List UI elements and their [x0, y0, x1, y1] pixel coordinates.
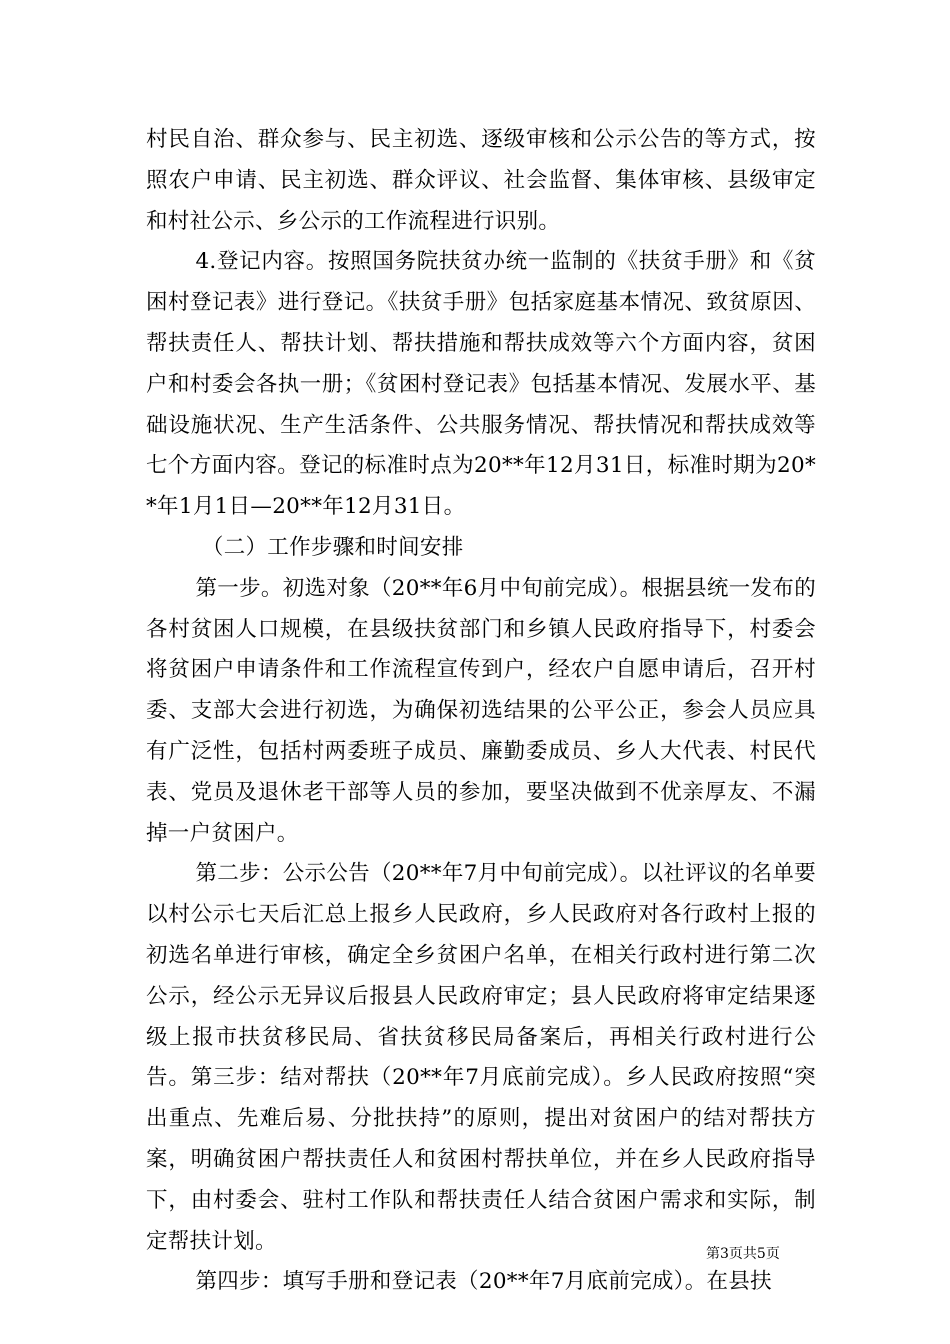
paragraph-identification-process: 村民自治、群众参与、民主初选、逐级审核和公示公告的等方式，按照农户申请、民主初选、群众评议、社会监督、集体审核、县级审定和村社公示、乡公示的工作流程进行识别。 [146, 127, 816, 234]
paragraph-step-four: 第四步：填写手册和登记表（20**年7月底前完成）。在县扶 [195, 1269, 772, 1295]
paragraph-registration-content: 4.登记内容。按照国务院扶贫办统一监制的《扶贫手册》和《贫困村登记表》进行登记。《扶贫手册》包括家庭基本情况、致贫原因、帮扶责任人、帮扶计划、帮扶措施和帮扶成效等六个方面内容，贫困户和村委会各执一册；《贫困村登记表》包括基本情况、发展水平、基础设施状况、生产生活条件、公共服务情况、帮扶情况和帮扶成效等七个方面内容。登记的标准时点为20**年12月31日，标准时期为20**年1月1日—20**年12月31日。 [146, 249, 816, 520]
paragraph-step-two-three: 第二步：公示公告（20**年7月中旬前完成）。以社评议的名单要以村公示七天后汇总上报乡人民政府，乡人民政府对各行政村上报的初选名单进行审核，确定全乡贫困户名单，在相关行政村进行第二次公示，经公示无异议后报县人民政府审定；县人民政府将审定结果逐级上报市扶贫移民局、省扶贫移民局备案后，再相关行政村进行公告。第三步：结对帮扶（20**年7月底前完成）。乡人民政府按照“突出重点、先难后易、分批扶持”的原则，提出对贫困户的结对帮扶方案，明确贫困户帮扶责任人和贫困村帮扶单位，并在乡人民政府指导下，由村委会、驻村工作队和帮扶责任人结合贫困户需求和实际，制定帮扶计划。 [146, 861, 816, 1254]
page-number: 第3页共5页 [706, 1246, 780, 1262]
document-body [146, 120, 816, 1303]
section-heading-work-steps: （二）工作步骤和时间安排 [201, 534, 464, 560]
paragraph-step-one: 第一步。初选对象（20**年6月中旬前完成）。根据县统一发布的各村贫困人口规模，在县级扶贫部门和乡镇人民政府指导下，村委会将贫困户申请条件和工作流程宣传到户，经农户自愿申请后，召开村委、支部大会进行初选，为确保初选结果的公平公正，参会人员应具有广泛性，包括村两委班子成员、廉勤委成员、乡人大代表、村民代表、党员及退休老干部等人员的参加，要坚决做到不优亲厚友、不漏掉一户贫困户。 [146, 575, 816, 846]
